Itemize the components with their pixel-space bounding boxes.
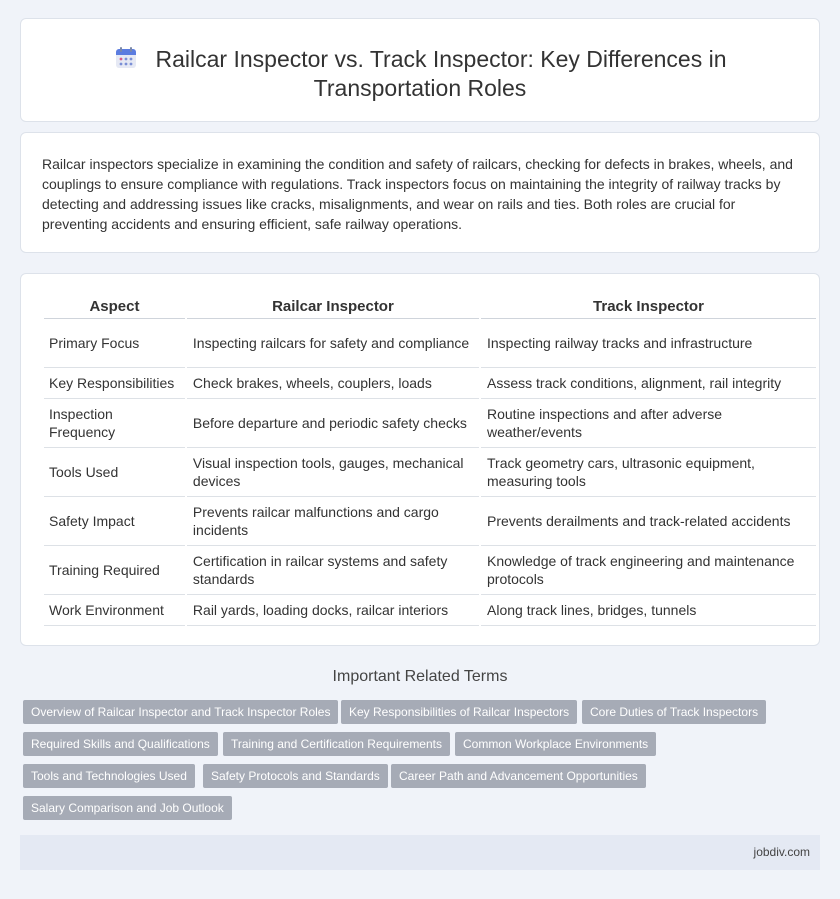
table-cell: Track geometry cars, ultrasonic equipment, measuring tools (481, 448, 816, 497)
table-cell: Safety Impact (44, 497, 185, 546)
table-row (44, 595, 816, 626)
related-term-tag[interactable]: Required Skills and Qualifications (23, 732, 218, 756)
table-cell: Inspecting railcars for safety and compliance (187, 319, 479, 368)
related-terms-heading: Important Related Terms (332, 668, 508, 685)
table-cell: Check brakes, wheels, couplers, loads (187, 368, 479, 399)
related-term-tag[interactable]: Core Duties of Track Inspectors (582, 700, 766, 724)
related-term-tag[interactable]: Safety Protocols and Standards (203, 764, 388, 788)
table-cell: Rail yards, loading docks, railcar interiors (187, 595, 479, 626)
table-cell: Primary Focus (44, 319, 185, 368)
table-cell: Routine inspections and after adverse weather/events (481, 399, 816, 448)
header-aspect: Aspect (44, 296, 185, 319)
related-term-tag[interactable]: Training and Certification Requirements (223, 732, 450, 756)
footer-site-link[interactable]: jobdiv.com (753, 845, 810, 859)
title-line-2: Transportation Roles (313, 75, 527, 101)
title-line-1: Railcar Inspector vs. Track Inspector: Key Differences in (155, 46, 727, 72)
table-row (44, 448, 816, 497)
table-header-row (44, 296, 816, 319)
table-row (44, 497, 816, 546)
table-cell: Work Environment (44, 595, 185, 626)
page-title (21, 45, 819, 103)
calendar-icon (114, 46, 138, 70)
table-cell: Before departure and periodic safety checks (187, 399, 479, 448)
table-cell: Tools Used (44, 448, 185, 497)
title-card (20, 18, 820, 122)
table-row (44, 546, 816, 595)
comparison-card (20, 273, 820, 646)
table-cell: Inspection Frequency (44, 399, 185, 448)
table-cell: Knowledge of track engineering and maintenance protocols (481, 546, 816, 595)
table-cell: Prevents railcar malfunctions and cargo incidents (187, 497, 479, 546)
intro-paragraph: Railcar inspectors specialize in examining the condition and safety of railcars, checking for defects in brakes, wheels, and couplings to ensure compliance with regulations. Track inspectors focus on maintaining the integrity of railway tracks by detecting and addressing issues like cracks, misalignments, and wear on rails and ties. Both roles are crucial for preventing accidents and ensuring efficient, safe railway operations. (42, 156, 793, 232)
table-cell: Visual inspection tools, gauges, mechanical devices (187, 448, 479, 497)
related-term-tag[interactable]: Overview of Railcar Inspector and Track Inspector Roles (23, 700, 338, 724)
table-row (44, 319, 816, 368)
table-cell: Along track lines, bridges, tunnels (481, 595, 816, 626)
comparison-table (42, 296, 818, 626)
intro-card (20, 132, 820, 253)
header-track-inspector: Track Inspector (481, 296, 816, 319)
table-cell: Training Required (44, 546, 185, 595)
related-term-tag[interactable]: Career Path and Advancement Opportunities (391, 764, 646, 788)
table-cell: Key Responsibilities (44, 368, 185, 399)
footer (20, 835, 820, 870)
related-term-tag[interactable]: Key Responsibilities of Railcar Inspectors (341, 700, 577, 724)
table-row (44, 368, 816, 399)
table-row (44, 399, 816, 448)
table-cell: Inspecting railway tracks and infrastructure (481, 319, 816, 368)
related-term-tag[interactable]: Salary Comparison and Job Outlook (23, 796, 232, 820)
table-cell: Certification in railcar systems and safety standards (187, 546, 479, 595)
header-railcar-inspector: Railcar Inspector (187, 296, 479, 319)
related-term-tag[interactable]: Common Workplace Environments (455, 732, 656, 756)
table-cell: Assess track conditions, alignment, rail integrity (481, 368, 816, 399)
table-cell: Prevents derailments and track-related accidents (481, 497, 816, 546)
related-term-tag[interactable]: Tools and Technologies Used (23, 764, 195, 788)
